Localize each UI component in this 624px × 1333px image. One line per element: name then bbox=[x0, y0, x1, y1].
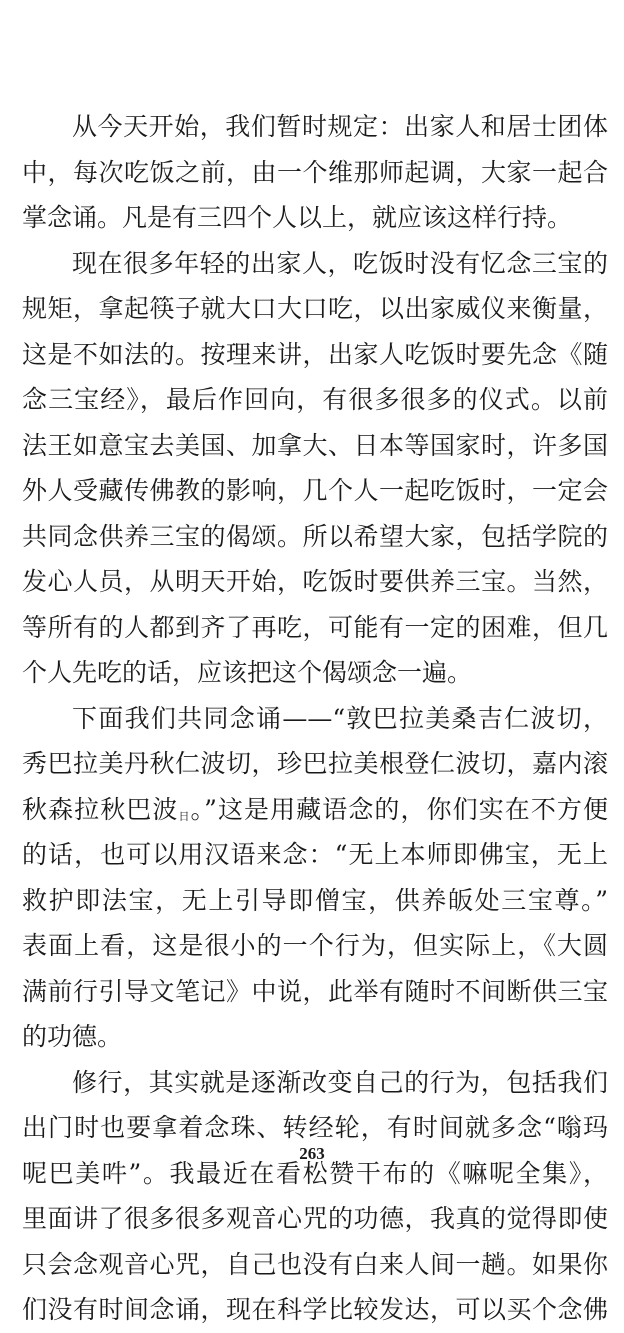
footnote-marker: 日 bbox=[178, 809, 191, 823]
text-line: 个人先吃的话，应该把这个偈颂念一遍。 bbox=[22, 658, 473, 687]
text-line bbox=[22, 787, 608, 833]
text-line: 秀巴拉美丹秋仁波切，珍巴拉美根登仁波切，嘉内滚 bbox=[22, 749, 608, 778]
text-line: 修行，其实就是逐渐改变自己的行为，包括我们 bbox=[72, 1067, 608, 1097]
text-segment: 。”这是用藏语念的，你们实在不方便 bbox=[190, 794, 608, 824]
text-line: 出门时也要拿着念珠、转经轮，有时间就多念“嗡玛 bbox=[22, 1113, 608, 1142]
text-line: 们没有时间念诵，现在科学比较发达，可以买个念佛 bbox=[22, 1295, 608, 1324]
text-line: 共同念供养三宝的偈颂。所以希望大家，包括学院的 bbox=[22, 521, 608, 551]
text-line: 呢巴美吽”。我最近在看松赞干布的《嘛呢全集》， bbox=[22, 1158, 608, 1188]
text-line: 的话，也可以用汉语来念：“无上本师即佛宝，无上 bbox=[22, 840, 608, 869]
text-line: 满前行引导文笔记》中说，此举有随时不间断供三宝 bbox=[22, 976, 608, 1006]
text-line: 这是不如法的。按理来讲，出家人吃饭时要先念《随 bbox=[22, 339, 608, 369]
text-line: 只会念观音心咒，自己也没有白来人间一趟。如果你 bbox=[22, 1249, 608, 1279]
page-number: 263 bbox=[299, 1144, 325, 1163]
text-line: 表面上看，这是很小的一个行为，但实际上，《大圆 bbox=[22, 931, 608, 960]
text-line: 法王如意宝去美国、加拿大、日本等国家时，许多国 bbox=[22, 430, 608, 460]
text-line: 下面我们共同念诵——“敦巴拉美桑吉仁波切， bbox=[72, 703, 608, 733]
text-line: 里面讲了很多很多观音心咒的功德，我真的觉得即使 bbox=[22, 1204, 608, 1233]
text-line: 发心人员，从明天开始，吃饭时要供养三宝。当然， bbox=[22, 567, 608, 596]
text-line: 从今天开始，我们暂时规定：出家人和居士团体 bbox=[72, 112, 608, 141]
text-line: 念三宝经》，最后作回向，有很多很多的仪式。以前 bbox=[22, 385, 608, 414]
text-line: 中，每次吃饭之前，由一个维那师起调，大家一起合 bbox=[22, 157, 608, 187]
text-line: 外人受藏传佛教的影响，几个人一起吃饭时，一定会 bbox=[22, 476, 608, 505]
text-line: 现在很多年轻的出家人，吃饭时没有忆念三宝的 bbox=[72, 248, 608, 278]
text-segment: 秋森拉秋巴波 bbox=[22, 794, 179, 824]
text-line: 救护即法宝，无上引导即僧宝，供养皈处三宝尊。” bbox=[22, 885, 608, 915]
text-line: 掌念诵。凡是有三四个人以上，就应该这样行持。 bbox=[22, 203, 573, 232]
text-line: 等所有的人都到齐了再吃，可能有一定的困难，但几 bbox=[22, 612, 608, 642]
text-line: 的功德。 bbox=[22, 1022, 123, 1051]
text-line: 规矩，拿起筷子就大口大口吃，以出家威仪来衡量， bbox=[22, 294, 608, 323]
